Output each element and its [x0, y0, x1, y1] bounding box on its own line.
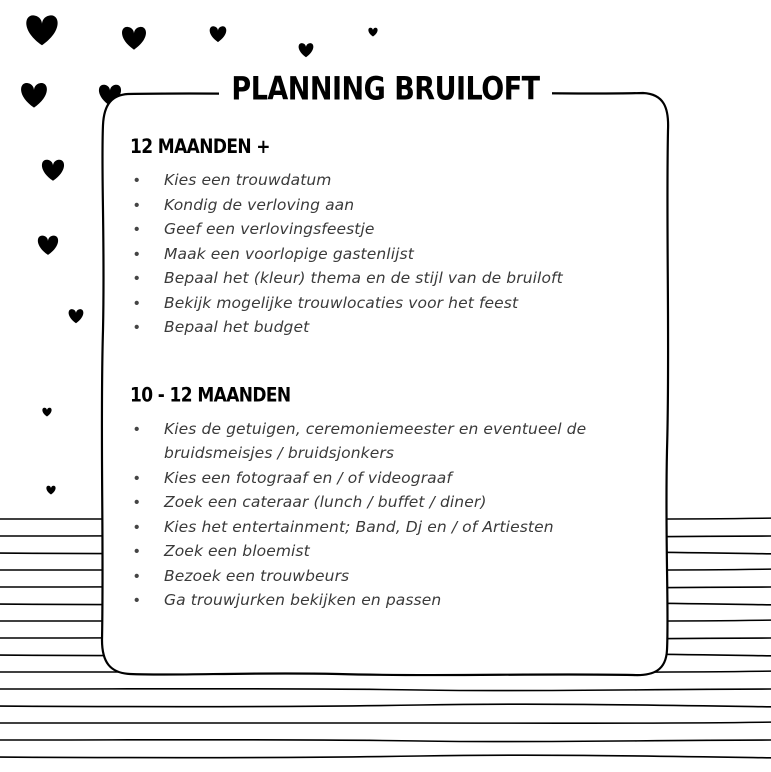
stripe-line	[0, 704, 771, 707]
list-item	[130, 291, 650, 316]
list-item	[130, 515, 650, 540]
stripe-line	[0, 740, 771, 742]
list-item	[130, 217, 650, 242]
stripe-line	[0, 689, 771, 691]
bullet: •	[134, 220, 140, 238]
list-item-text: Kies een trouwdatum	[164, 171, 332, 189]
heart-icon	[42, 160, 64, 181]
heart-icon	[46, 486, 55, 495]
bullet: •	[134, 517, 140, 536]
bullet: •	[134, 419, 140, 438]
section-list	[130, 168, 650, 340]
list-item	[130, 417, 650, 466]
list-item-text: Maak een voorlopige gastenlijst	[164, 244, 414, 263]
bullet: •	[134, 244, 140, 263]
bullet: •	[134, 269, 140, 287]
list-item	[130, 168, 650, 193]
stripe-line	[0, 722, 771, 723]
bullet: •	[134, 293, 140, 312]
bullet: •	[134, 542, 140, 560]
section-12-plus	[130, 134, 650, 340]
list-item-text: Bepaal het budget	[164, 318, 310, 336]
bullet: •	[134, 195, 140, 214]
list-item	[130, 588, 650, 613]
stripe-line	[0, 755, 771, 758]
list-item	[130, 193, 650, 218]
list-item	[130, 564, 650, 589]
heart-icon	[210, 26, 227, 42]
title-wrap	[0, 71, 771, 108]
heart-icon	[26, 15, 57, 45]
heart-icon	[42, 408, 51, 417]
list-item-text: Kies de getuigen, ceremoniemeester en eventueel de bruidsmeisjes / bruidsjonkers	[164, 419, 587, 462]
list-item-text: Bepaal het (kleur) thema en de stijl van de bruiloft	[164, 269, 563, 287]
list-item-text: Kies het entertainment; Band, Dj en / of Artiesten	[164, 517, 554, 536]
list-item-text: Geef een verlovingsfeestje	[164, 220, 375, 238]
page-title: PLANNING BRUILOFT	[219, 71, 551, 108]
list-item-text: Zoek een cateraar (lunch / buffet / diner)	[164, 493, 487, 511]
list-item	[130, 242, 650, 267]
section-list	[130, 417, 650, 613]
list-item	[130, 466, 650, 491]
checklist-content	[130, 134, 650, 613]
heart-icon	[299, 43, 314, 57]
heart-icon	[368, 28, 377, 37]
bullet: •	[134, 318, 140, 336]
bullet: •	[134, 468, 140, 487]
heart-icon	[69, 309, 84, 323]
section-10-12	[130, 383, 650, 613]
section-heading: 10 - 12 MAANDEN	[130, 384, 291, 407]
list-item-text: Kies een fotograaf en / of videograaf	[164, 468, 452, 487]
section-heading: 12 MAANDEN +	[130, 135, 270, 159]
list-item-text: Ga trouwjurken bekijken en passen	[164, 591, 442, 609]
bullet: •	[134, 493, 140, 511]
list-item-text: Bezoek een trouwbeurs	[164, 566, 350, 585]
list-item-text: Kondig de verloving aan	[164, 195, 355, 214]
list-item	[130, 490, 650, 515]
section-gap	[130, 340, 650, 383]
list-item	[130, 266, 650, 291]
heart-icon	[38, 236, 58, 255]
list-item	[130, 315, 650, 340]
bullet: •	[134, 591, 140, 609]
list-item-text: Zoek een bloemist	[164, 542, 310, 560]
list-item	[130, 539, 650, 564]
heart-icon	[122, 27, 146, 50]
list-item-text: Bekijk mogelijke trouwlocaties voor het feest	[164, 293, 519, 312]
bullet: •	[134, 171, 140, 189]
bullet: •	[134, 566, 140, 585]
